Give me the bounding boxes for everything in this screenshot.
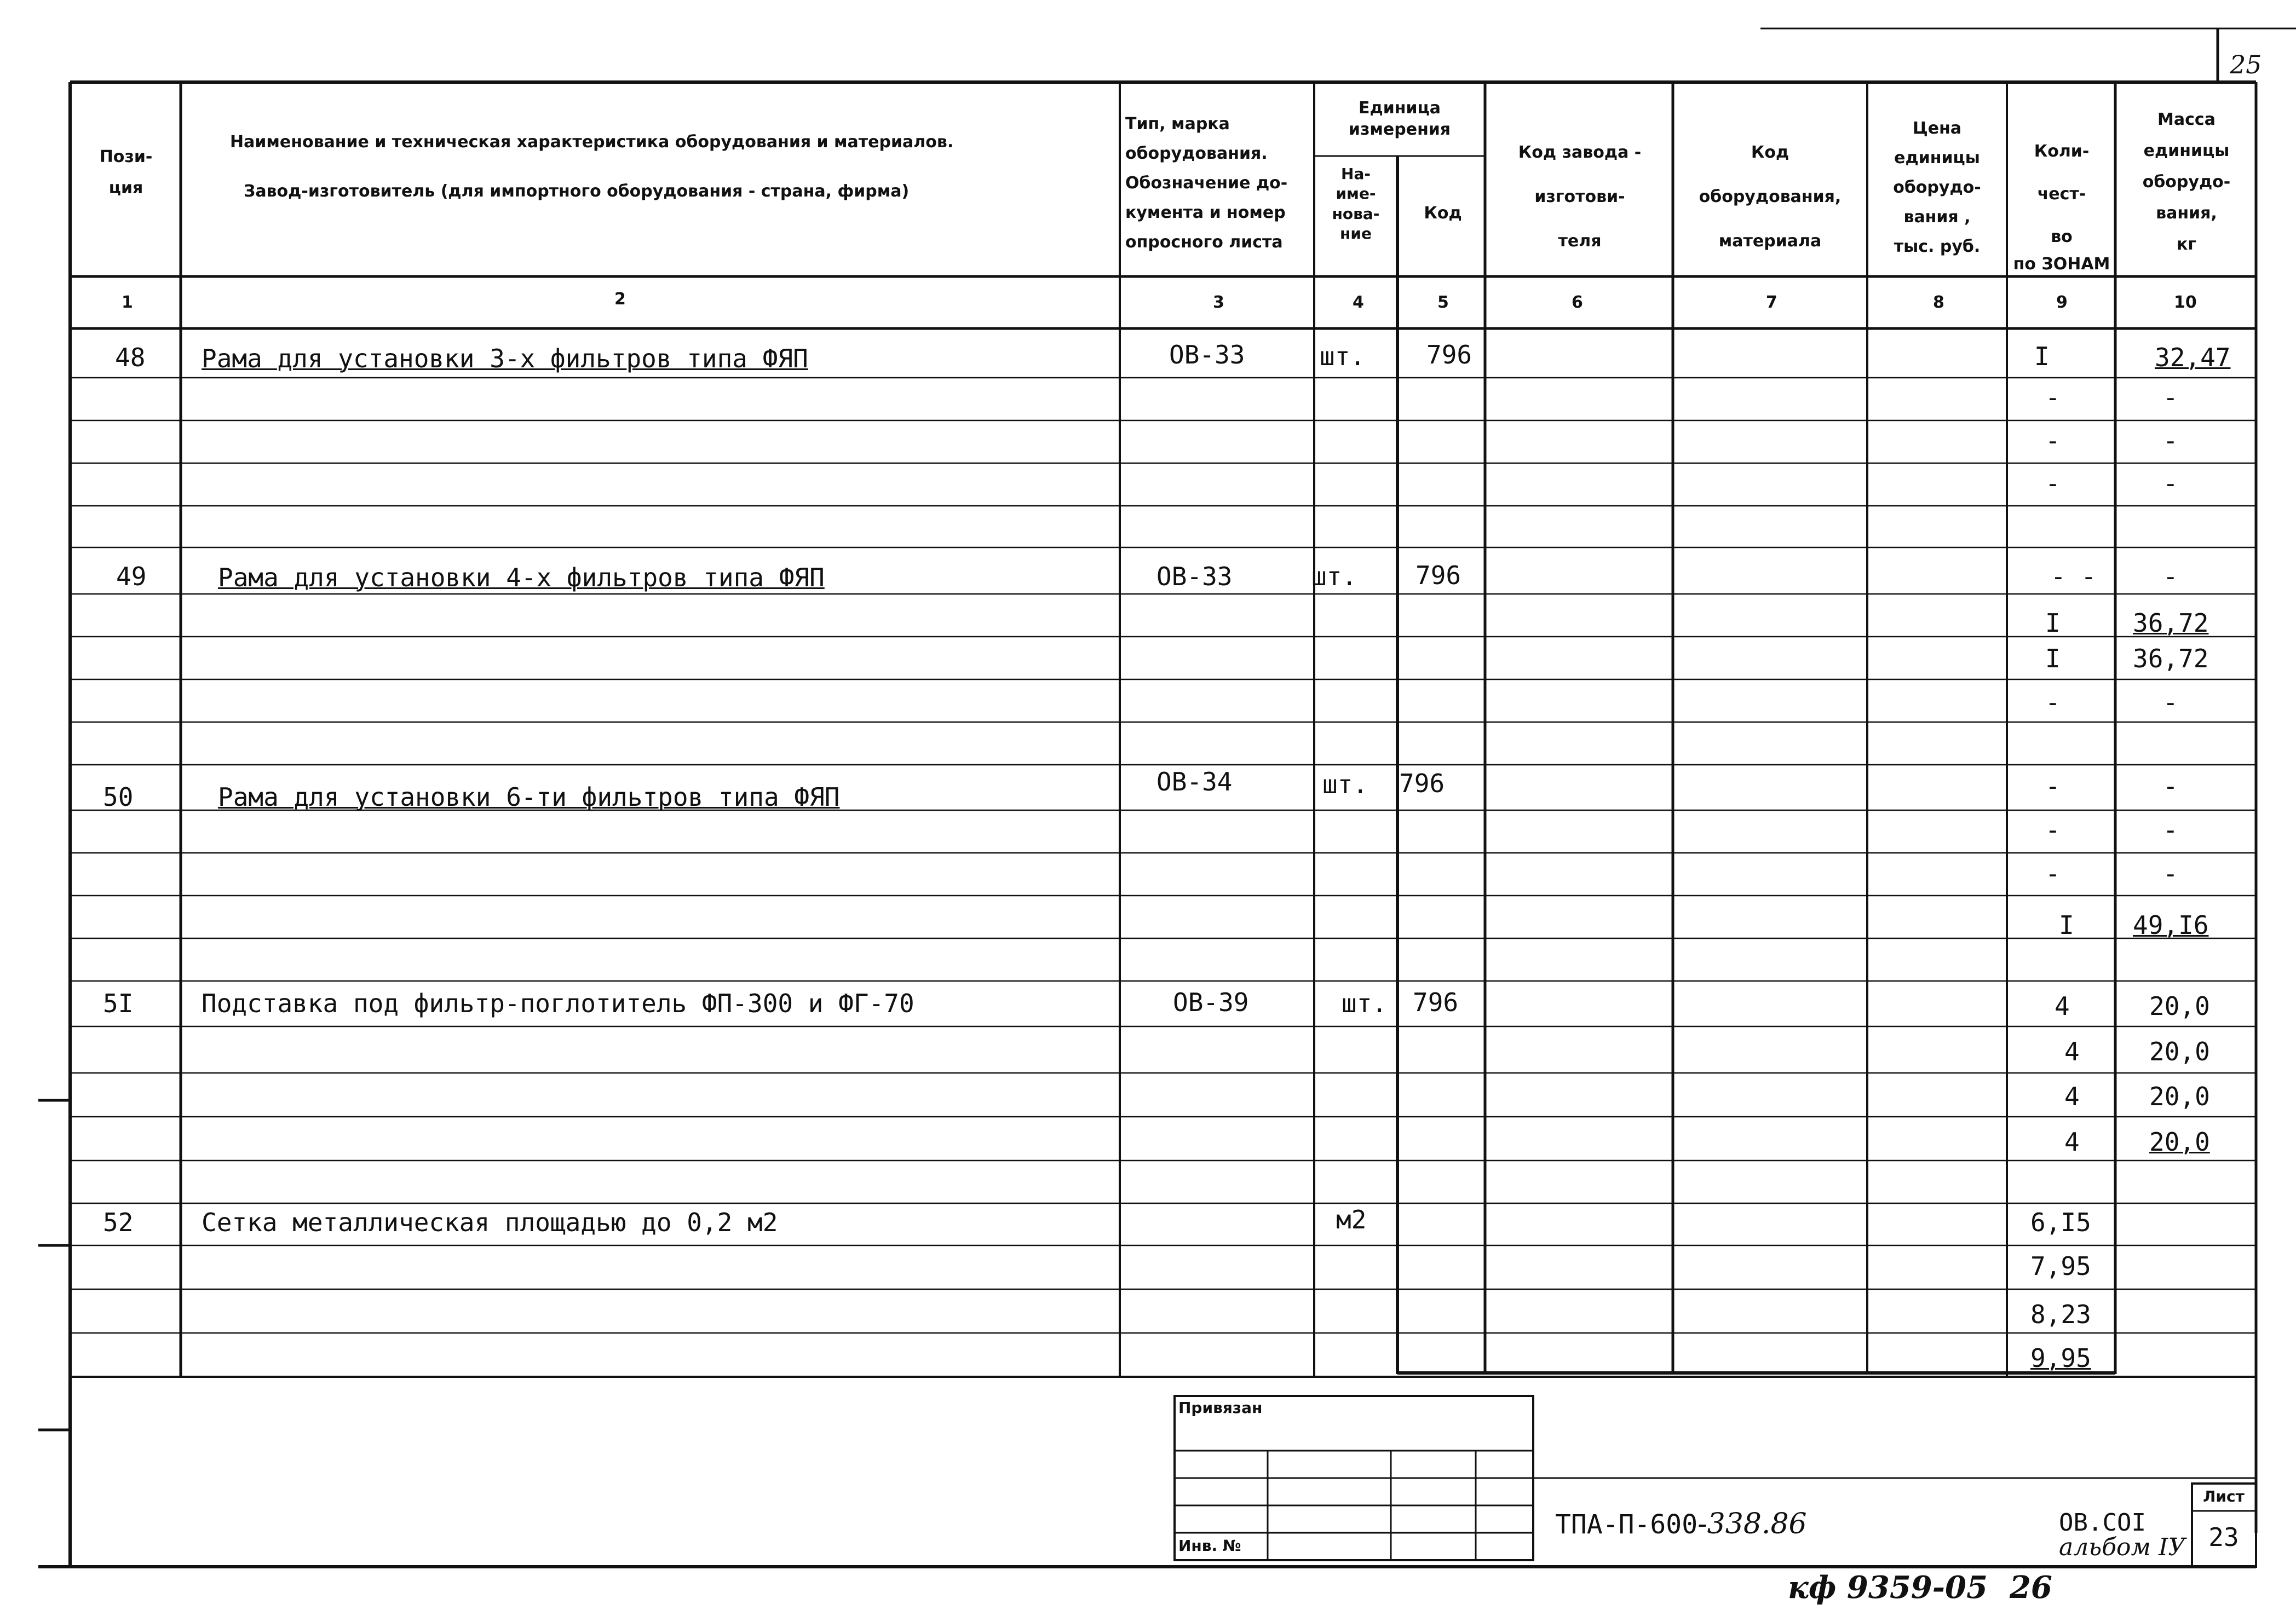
header-price: Цена единицы оборудо- вания , тыс. руб. xyxy=(1893,119,1981,256)
item-48-name: Рама для установки 3-х фильтров типа ФЯП xyxy=(202,344,808,373)
stamp-sheet-number: 23 xyxy=(2208,1522,2239,1552)
header-position: Пози- ция xyxy=(99,147,153,198)
header-quantity-zones: по ЗОНАМ xyxy=(2013,255,2110,274)
item-52-unit: м2 xyxy=(1336,1205,1367,1234)
header-unit-code: Код xyxy=(1424,204,1462,223)
item-48-mass-1: 32,47 xyxy=(2155,343,2231,372)
item-50-mass-4: 49,I6 xyxy=(2133,910,2209,940)
header-unit-group: Единица измерения xyxy=(1348,99,1451,139)
item-51-qty-1: 4 xyxy=(2055,991,2070,1021)
item-51-mass-3: 20,0 xyxy=(2149,1082,2210,1111)
item-49-qty-2: I xyxy=(2045,608,2061,638)
item-51-mass-4: 20,0 xyxy=(2149,1127,2210,1157)
header-type: Тип, марка оборудования. Обозначение до- кумента и номер опросного листа xyxy=(1125,114,1288,252)
stamp-doc-code-printed: ТПА-П-600 xyxy=(1555,1509,1698,1540)
item-51-code: 796 xyxy=(1413,988,1459,1017)
item-49-name: Рама для установки 4-х фильтров типа ФЯП xyxy=(218,563,825,592)
footer-mark xyxy=(1788,1569,2052,1606)
colnum-1: 1 xyxy=(122,293,133,312)
page-number: 25 xyxy=(2230,50,2262,79)
item-51-unit: шт. xyxy=(1342,989,1388,1018)
item-50-qty-2: - xyxy=(2045,815,2061,845)
stamp-doc-code xyxy=(1555,1510,1807,1538)
item-48-qty-3: - xyxy=(2045,426,2061,455)
item-52-name: Сетка металлическая площадью до 0,2 м2 xyxy=(202,1208,778,1237)
item-50-qty-1: - xyxy=(2045,771,2061,801)
header-name-line1: Наименование и техническая характеристика оборудования и материалов. xyxy=(230,132,954,152)
colnum-5: 5 xyxy=(1437,293,1449,312)
colnum-2: 2 xyxy=(614,290,626,309)
header-unit-name: На- име- нова- ние xyxy=(1332,165,1380,243)
item-49-code: 796 xyxy=(1415,561,1461,590)
stamp-album: альбом IУ xyxy=(2059,1533,2186,1561)
stamp-sheet-code: ОВ.СОI xyxy=(2059,1509,2146,1537)
item-50-code: 796 xyxy=(1399,769,1445,798)
item-49-mass-2: 36,72 xyxy=(2133,608,2209,638)
item-48-qty-2: - xyxy=(2045,383,2061,412)
item-50-name: Рама для установки 6-ти фильтров типа ФЯП xyxy=(218,782,840,812)
item-51-qty-2: 4 xyxy=(2064,1037,2080,1066)
item-50-qty-4: I xyxy=(2059,910,2074,940)
footer-mark-code: кф 9359-05 xyxy=(1788,1569,1988,1606)
item-52-qty-2: 7,95 xyxy=(2030,1251,2091,1281)
item-50-mass-3: - xyxy=(2163,859,2178,888)
header-equipment-code: Код оборудования, материала xyxy=(1699,143,1842,251)
item-51-qty-4: 4 xyxy=(2064,1127,2080,1157)
item-49-qty-3: I xyxy=(2045,644,2061,673)
item-51-name: Подставка под фильтр-поглотитель ФП-300 и ФГ-70 xyxy=(202,989,914,1018)
item-48-qty-1: I xyxy=(2034,342,2050,371)
item-48-unit: шт. xyxy=(1320,342,1366,371)
colnum-8: 8 xyxy=(1933,293,1944,312)
item-49-qty-4: - xyxy=(2045,688,2061,717)
item-48-type: ОВ-33 xyxy=(1169,340,1245,370)
colnum-6: 6 xyxy=(1572,293,1583,312)
item-49-qty-1: - - xyxy=(2051,562,2097,591)
item-52-qty-1: 6,I5 xyxy=(2030,1208,2091,1237)
item-52-position: 52 xyxy=(103,1208,134,1237)
colnum-9: 9 xyxy=(2056,293,2068,312)
stamp-sheet-label: Лист xyxy=(2203,1487,2245,1505)
item-49-unit: шт. xyxy=(1311,562,1357,591)
item-50-position: 50 xyxy=(103,782,134,812)
item-49-mass-1: - xyxy=(2163,562,2178,591)
item-48-mass-3: - xyxy=(2163,426,2178,455)
colnum-10: 10 xyxy=(2174,293,2197,312)
item-50-type: ОВ-34 xyxy=(1156,767,1233,797)
item-49-type: ОВ-33 xyxy=(1156,562,1233,591)
footer-mark-number: 26 xyxy=(2009,1569,2052,1606)
header-mass: Масса единицы оборудо- вания, кг xyxy=(2142,110,2231,254)
item-48-code: 796 xyxy=(1426,340,1472,370)
item-52-qty-3: 8,23 xyxy=(2030,1300,2091,1329)
header-name-line2: Завод-изготовитель (для импортного оборудования - страна, фирма) xyxy=(244,182,910,201)
item-50-mass-1: - xyxy=(2163,771,2178,801)
item-48-qty-4: - xyxy=(2045,469,2061,498)
header-factory-code: Код завода - изготови- теля xyxy=(1518,143,1642,251)
item-51-mass-2: 20,0 xyxy=(2149,1037,2210,1066)
item-50-unit: шт. xyxy=(1322,770,1368,799)
item-50-qty-3: - xyxy=(2045,859,2061,888)
item-48-mass-4: - xyxy=(2163,469,2178,498)
item-52-qty-4: 9,95 xyxy=(2030,1343,2091,1373)
item-48-mass-2: - xyxy=(2163,383,2178,412)
item-50-mass-2: - xyxy=(2163,815,2178,845)
item-48-position: 48 xyxy=(115,343,146,372)
stamp-inv-no: Инв. № xyxy=(1178,1537,1241,1555)
item-51-type: ОВ-39 xyxy=(1173,988,1249,1017)
item-51-position: 5I xyxy=(103,989,134,1018)
item-51-mass-1: 20,0 xyxy=(2149,991,2210,1021)
stamp-privyazan: Привязан xyxy=(1178,1399,1263,1417)
item-51-qty-3: 4 xyxy=(2064,1082,2080,1111)
item-49-mass-3: 36,72 xyxy=(2133,644,2209,673)
colnum-7: 7 xyxy=(1766,293,1777,312)
stamp-doc-code-handwritten: -338.86 xyxy=(1697,1508,1807,1540)
colnum-4: 4 xyxy=(1353,293,1364,312)
colnum-3: 3 xyxy=(1213,293,1224,312)
item-49-mass-4: - xyxy=(2163,688,2178,717)
header-quantity: Коли- чест- во xyxy=(2034,142,2090,246)
item-49-position: 49 xyxy=(116,562,147,591)
